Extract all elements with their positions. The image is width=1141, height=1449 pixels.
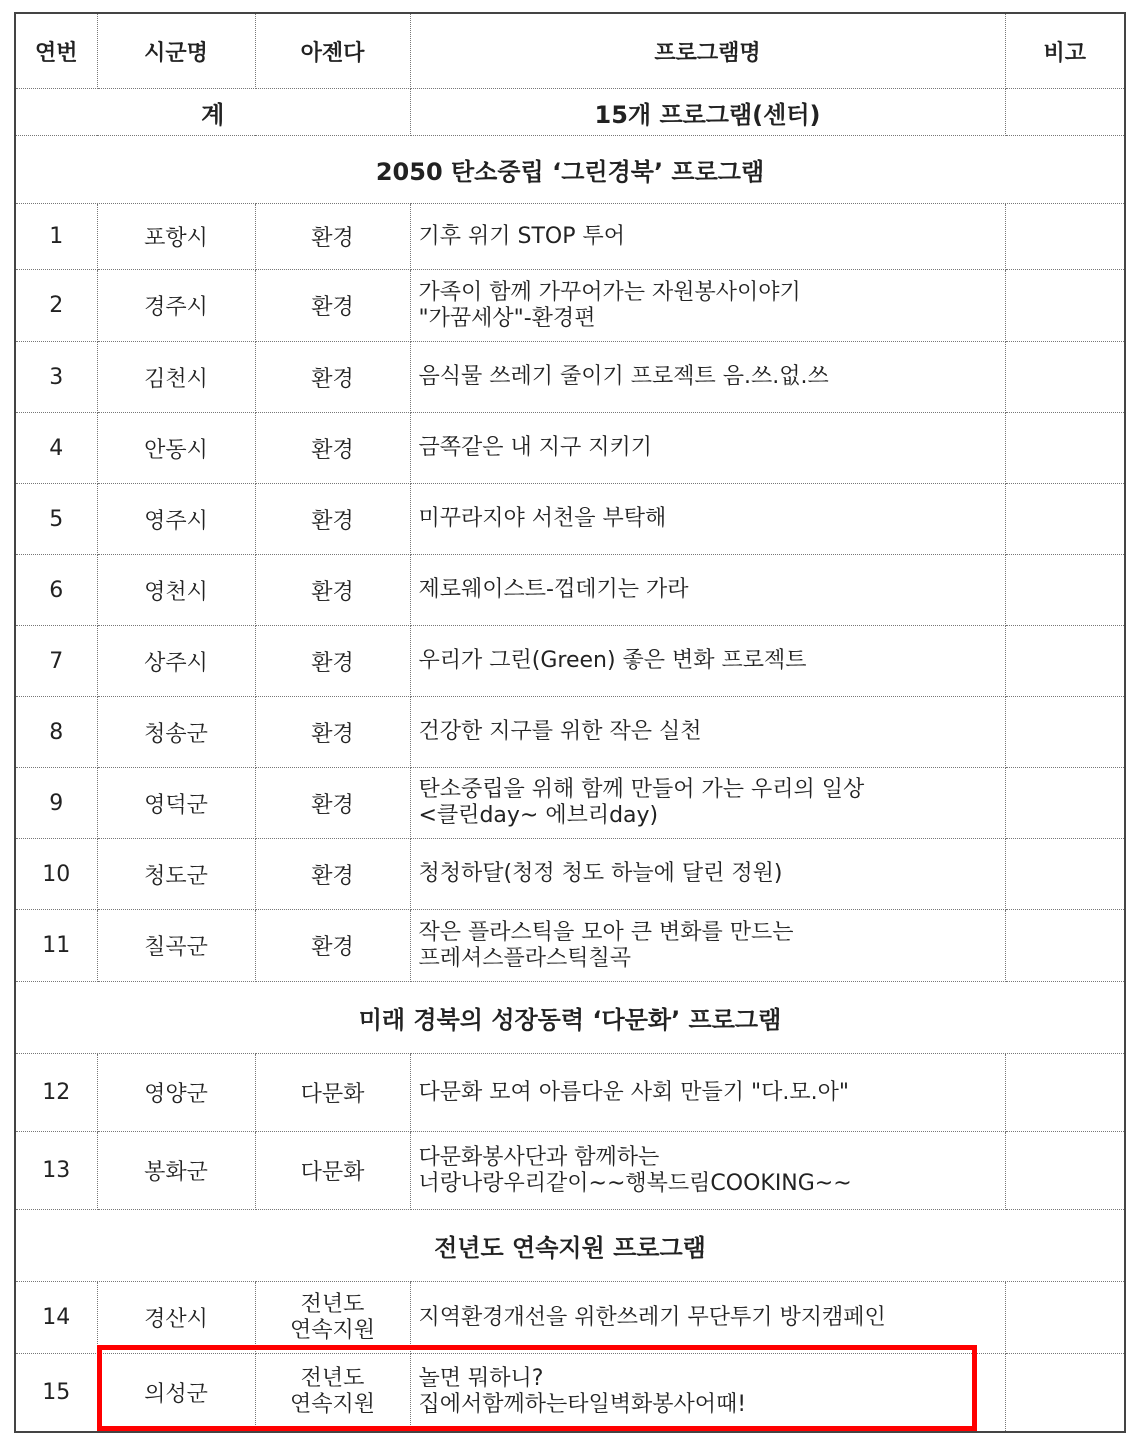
row-agenda: 환경 [255,342,410,413]
row-program [410,697,1005,768]
header-program: 프로그램명 [410,13,1005,89]
row-program [410,270,1005,342]
row-no: 10 [15,839,97,910]
row-program [410,1282,1005,1354]
program-line: 놀면 뭐하니? [418,1366,544,1392]
row-program [410,413,1005,484]
row-city: 의성군 [97,1354,255,1432]
row-note [1005,626,1125,697]
row-city: 영양군 [97,1054,255,1132]
row-note [1005,270,1125,342]
row-agenda: 다문화 [255,1132,410,1210]
program-table [14,12,1126,1433]
row-note [1005,1282,1125,1354]
program-line: <클린day~ 에브리day) [418,803,659,828]
program-line: 건강한 지구를 위한 작은 실천 [418,719,702,744]
program-line: 지역환경개선을 위한쓰레기 무단투기 방지캠페인 [418,1304,886,1330]
row-no: 8 [15,697,97,768]
row-program [410,1354,1005,1432]
program-line: 다문화 모여 아름다운 사회 만들기 "다.모.아" [418,1079,849,1105]
row-program [410,768,1005,839]
row-city: 경주시 [97,270,255,342]
row-note [1005,484,1125,555]
program-line: 프레셔스플라스틱칠곡 [418,945,632,971]
header-agenda: 아젠다 [255,13,410,89]
table-row [15,768,1125,839]
program-line: 제로웨이스트-껍데기는 가라 [418,577,689,602]
table-row [15,413,1125,484]
program-line: 다문화봉사단과 함께하는 [418,1144,660,1170]
total-row [15,89,1125,136]
row-note [1005,768,1125,839]
row-program [410,484,1005,555]
row-note [1005,1354,1125,1432]
row-no: 1 [15,204,97,270]
row-program [410,910,1005,982]
agenda-line: 연속지원 [289,1317,375,1343]
row-city: 청도군 [97,839,255,910]
total-label: 계 [15,89,410,136]
row-no: 9 [15,768,97,839]
table-row [15,910,1125,982]
program-line: 가족이 함께 가꾸어가는 자원봉사이야기 [418,279,801,305]
table-row [15,697,1125,768]
row-program [410,555,1005,626]
row-no: 5 [15,484,97,555]
row-city: 김천시 [97,342,255,413]
program-line: 우리가 그린(Green) 좋은 변화 프로젝트 [418,648,807,673]
program-line: 집에서함께하는타일벽화봉사어때! [418,1392,747,1418]
row-no: 14 [15,1282,97,1354]
row-agenda [255,1354,410,1432]
program-line: 음식물 쓰레기 줄이기 프로젝트 음.쓰.없.쓰 [418,364,829,389]
table-row [15,626,1125,697]
row-agenda: 환경 [255,555,410,626]
row-agenda [255,1282,410,1354]
agenda-line: 연속지원 [289,1392,375,1418]
row-agenda: 환경 [255,768,410,839]
row-no: 12 [15,1054,97,1132]
row-no: 2 [15,270,97,342]
table-row [15,484,1125,555]
total-note [1005,89,1125,136]
header-city: 시군명 [97,13,255,89]
row-city: 상주시 [97,626,255,697]
section-title-row [15,982,1125,1054]
program-line: 작은 플라스틱을 모아 큰 변화를 만드는 [418,919,794,945]
table-row [15,1054,1125,1132]
table-row [15,270,1125,342]
row-no: 15 [15,1354,97,1432]
row-note [1005,342,1125,413]
program-line: "가꿈세상"-환경편 [418,305,596,331]
program-line: 너랑나랑우리같이~~행복드림COOKING~~ [418,1170,852,1196]
header-note: 비고 [1005,13,1125,89]
total-value: 15개 프로그램(센터) [410,89,1005,136]
agenda-line: 전년도 [300,1291,365,1317]
row-note [1005,413,1125,484]
row-note [1005,910,1125,982]
header-row [15,13,1125,89]
section-title-row [15,136,1125,204]
row-no: 3 [15,342,97,413]
row-agenda: 환경 [255,484,410,555]
row-program [410,1132,1005,1210]
row-city: 경산시 [97,1282,255,1354]
row-agenda: 환경 [255,413,410,484]
row-agenda: 환경 [255,270,410,342]
row-note [1005,839,1125,910]
row-no: 11 [15,910,97,982]
table-row [15,555,1125,626]
row-note [1005,1132,1125,1210]
row-program [410,342,1005,413]
table-row [15,204,1125,270]
section-title: 전년도 연속지원 프로그램 [15,1210,1125,1282]
row-agenda: 환경 [255,626,410,697]
row-program [410,1054,1005,1132]
row-note [1005,204,1125,270]
row-city: 영천시 [97,555,255,626]
row-agenda: 환경 [255,697,410,768]
row-city: 안동시 [97,413,255,484]
row-no: 7 [15,626,97,697]
row-no: 13 [15,1132,97,1210]
table-row [15,1354,1125,1432]
program-line: 미꾸라지야 서천을 부탁해 [418,506,667,531]
row-no: 6 [15,555,97,626]
program-line: 금쪽같은 내 지구 지키기 [418,435,653,460]
program-line: 청청하달(청정 청도 하늘에 달린 정원) [418,861,783,886]
row-agenda: 환경 [255,204,410,270]
row-city: 영덕군 [97,768,255,839]
table-row [15,1282,1125,1354]
row-city: 청송군 [97,697,255,768]
row-program [410,839,1005,910]
section-title: 미래 경북의 성장동력 ‘다문화’ 프로그램 [15,982,1125,1054]
row-agenda: 환경 [255,839,410,910]
header-no: 연번 [15,13,97,89]
section-title-row [15,1210,1125,1282]
table-row [15,839,1125,910]
row-city: 봉화군 [97,1132,255,1210]
row-city: 칠곡군 [97,910,255,982]
row-agenda: 다문화 [255,1054,410,1132]
section-title: 2050 탄소중립 ‘그린경북’ 프로그램 [15,136,1125,204]
table-row [15,342,1125,413]
row-note [1005,555,1125,626]
row-note [1005,1054,1125,1132]
row-note [1005,697,1125,768]
row-program [410,626,1005,697]
program-line: 탄소중립을 위해 함께 만들어 가는 우리의 일상 [418,777,865,802]
row-no: 4 [15,413,97,484]
table-row [15,1132,1125,1210]
row-city: 포항시 [97,204,255,270]
row-city: 영주시 [97,484,255,555]
program-line: 기후 위기 STOP 투어 [418,223,625,249]
agenda-line: 전년도 [300,1366,365,1392]
row-program [410,204,1005,270]
row-agenda: 환경 [255,910,410,982]
